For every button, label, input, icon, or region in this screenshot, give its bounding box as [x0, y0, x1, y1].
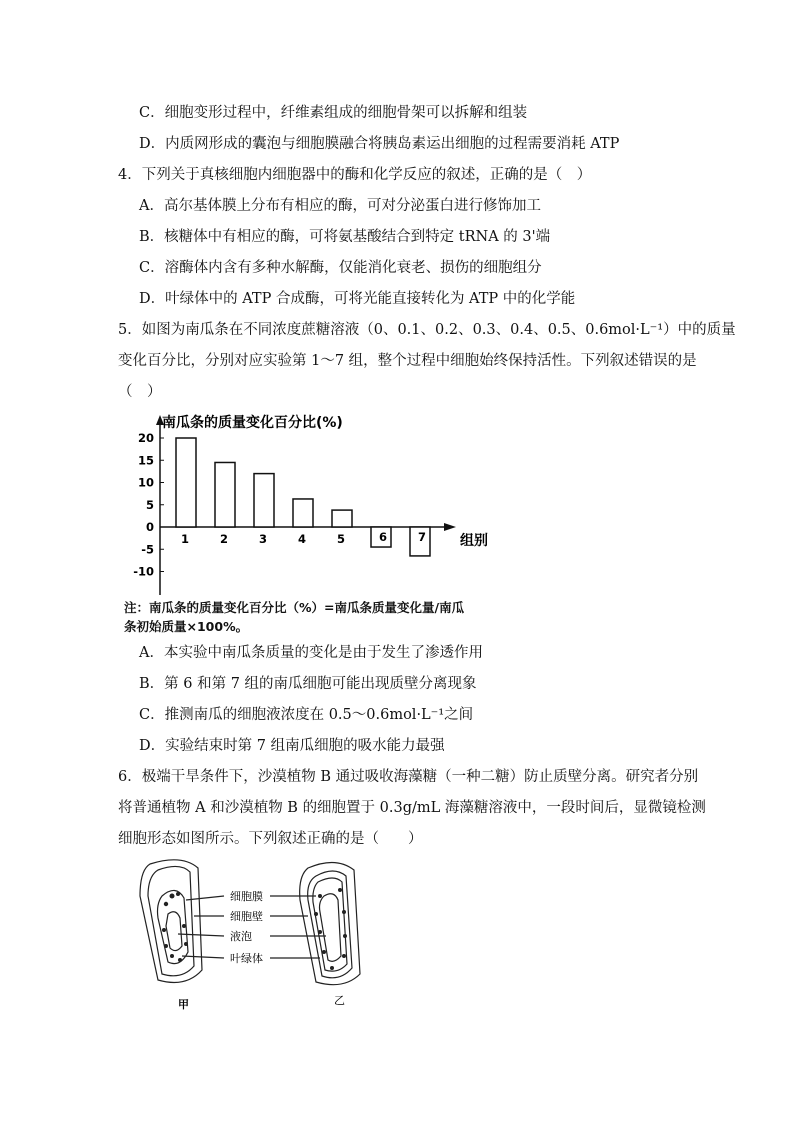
label-cell-a: 甲: [178, 998, 189, 1011]
x-axis-arrow: [444, 523, 456, 531]
label-wall: 细胞壁: [230, 910, 263, 923]
x-tick-label: 1: [180, 532, 190, 546]
chart-note-line1: 注：南瓜条的质量变化百分比（%）=南瓜条质量变化量/南瓜: [124, 600, 465, 615]
option-5a: A．本实验中南瓜条质量的变化是由于发生了渗透作用: [139, 645, 483, 661]
y-tick-label: -5: [141, 542, 154, 557]
bar: [215, 462, 235, 527]
bar: [293, 499, 313, 527]
label-chloroplast: 叶绿体: [230, 952, 263, 965]
y-tick-label: 20: [137, 431, 154, 445]
option-5d: D．实验结束时第 7 组南瓜细胞的吸水能力最强: [139, 738, 445, 754]
cell-b-wall-outer: [300, 862, 360, 984]
chart-note: [124, 598, 464, 636]
x-tick-label: 4: [297, 532, 307, 546]
y-tick-label: 10: [137, 475, 154, 490]
x-axis-label: 组别: [460, 533, 488, 549]
question-6-line1: 6．极端干旱条件下，沙漠植物 B 通过吸收海藻糖（一种二糖）防止质壁分离。研究者分别: [118, 769, 699, 785]
option-5b: B．第 6 和第 7 组的南瓜细胞可能出现质壁分离现象: [139, 676, 477, 692]
cell-diagram: [120, 856, 400, 1016]
option-3c: C．细胞变形过程中，纤维素组成的细胞骨架可以拆解和组装: [139, 105, 528, 121]
chart-title: 南瓜条的质量变化百分比(%): [162, 415, 343, 431]
bar: [176, 438, 196, 527]
question-4: 4．下列关于真核细胞内细胞器中的酶和化学反应的叙述，正确的是（ ）: [118, 167, 592, 183]
cell-a-wall-outer: [140, 860, 202, 983]
option-4b: B．核糖体中有相应的酶，可将氨基酸结合到特定 tRNA 的 3'端: [139, 229, 551, 245]
bar: [254, 474, 274, 527]
option-4a: A．高尔基体膜上分布有相应的酶，可对分泌蛋白进行修饰加工: [139, 198, 541, 214]
label-membrane: 细胞膜: [230, 890, 263, 903]
y-tick-label: 15: [137, 453, 154, 468]
option-5c: C．推测南瓜的细胞液浓度在 0.5～0.6mol·L⁻¹之间: [139, 707, 474, 723]
question-6-line3: 细胞形态如图所示。下列叙述正确的是（ ）: [118, 831, 423, 847]
option-4d: D．叶绿体中的 ATP 合成酶，可将光能直接转化为 ATP 中的化学能: [139, 291, 576, 307]
x-tick-label: 6: [378, 530, 388, 544]
question-5-line2: 变化百分比，分别对应实验第 1～7 组，整个过程中细胞始终保持活性。下列叙述错误的是: [118, 353, 697, 369]
pointer-chloroplast-a: [182, 956, 224, 958]
label-cell-b: 乙: [334, 994, 345, 1007]
bar: [332, 510, 352, 527]
y-tick-label: -10: [133, 564, 154, 579]
question-6-line2: 将普通植物 A 和沙漠植物 B 的细胞置于 0.3g/mL 海藻糖溶液中，一段时间后，显微镜检测: [118, 800, 706, 816]
chart-note-line2: 条初始质量×100%。: [124, 619, 249, 634]
option-4c: C．溶酶体内含有多种水解酶，仅能消化衰老、损伤的细胞组分: [139, 260, 542, 276]
label-vacuole: 液泡: [230, 930, 252, 943]
x-tick-label: 2: [219, 532, 229, 546]
cell-a-wall: [148, 866, 194, 975]
x-tick-label: 5: [336, 532, 346, 546]
cell-a-vacuole: [166, 912, 182, 951]
cell-diagram-svg: [120, 856, 400, 1016]
x-tick-label: 3: [258, 532, 268, 546]
x-tick-label: 7: [417, 530, 427, 544]
y-tick-label: 0: [145, 520, 154, 534]
y-tick-label: 5: [145, 497, 154, 512]
option-3d: D．内质网形成的囊泡与细胞膜融合将胰岛素运出细胞的过程需要消耗 ATP: [139, 136, 620, 152]
question-5-blank: （ ）: [118, 384, 162, 400]
question-5-line1: 5．如图为南瓜条在不同浓度蔗糖溶液（0、0.1、0.2、0.3、0.4、0.5、0.6mol·L⁻¹）中的质量: [118, 322, 736, 338]
